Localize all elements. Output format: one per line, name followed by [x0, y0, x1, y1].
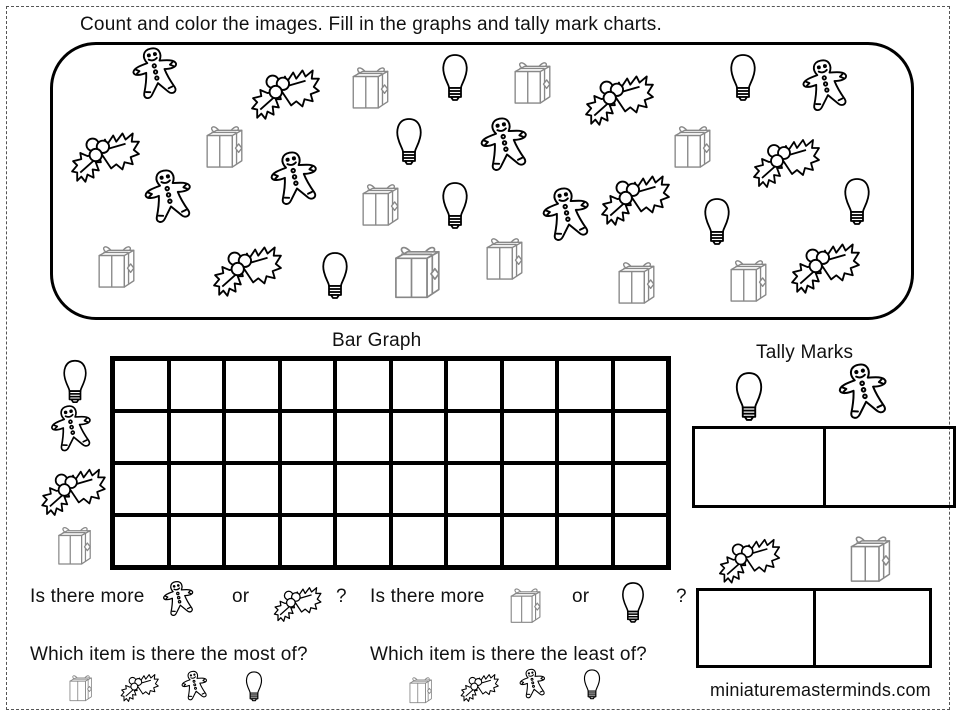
question-2-prefix: Is there more: [370, 586, 485, 607]
gift-icon: [728, 254, 770, 304]
bar-graph-cell[interactable]: [280, 515, 336, 567]
question-1-holly-icon: [272, 582, 324, 622]
bar-graph-cell[interactable]: [446, 411, 502, 463]
bar-graph-cell[interactable]: [113, 463, 169, 515]
tally-cell-bulb[interactable]: [695, 429, 823, 505]
most-option-bulb-icon[interactable]: [244, 670, 264, 702]
question-2-mark: ?: [676, 586, 687, 607]
bar-graph-cell[interactable]: [557, 463, 613, 515]
bar-graph-row-gift-icon: [56, 522, 94, 566]
holly-icon: [584, 68, 656, 126]
footer-website: miniaturemasterminds.com: [710, 680, 931, 700]
bar-graph-title: Bar Graph: [332, 330, 422, 351]
least-option-gingerbread-icon[interactable]: [518, 668, 548, 700]
tally-bulb-icon: [732, 370, 766, 422]
bar-graph-cell[interactable]: [280, 359, 336, 411]
tally-holly-icon: [718, 532, 782, 584]
bar-graph-cell[interactable]: [280, 411, 336, 463]
least-option-bulb-icon[interactable]: [582, 668, 602, 700]
gift-icon: [616, 256, 658, 306]
tally-cell-gingerbread[interactable]: [823, 429, 954, 505]
tally-gift-icon: [848, 530, 894, 584]
question-1-prefix: Is there more: [30, 586, 145, 607]
bar-graph-cell[interactable]: [613, 515, 669, 567]
bar-graph-cell[interactable]: [557, 359, 613, 411]
bar-graph-cell[interactable]: [613, 411, 669, 463]
gift-icon: [360, 178, 402, 228]
question-2-or: or: [572, 586, 590, 607]
most-option-holly-icon[interactable]: [120, 670, 160, 702]
least-option-holly-icon[interactable]: [460, 670, 500, 702]
bar-graph-cell[interactable]: [613, 359, 669, 411]
bar-graph-cell[interactable]: [335, 359, 391, 411]
bulb-icon: [440, 52, 470, 102]
most-option-gingerbread-icon[interactable]: [180, 670, 210, 702]
bulb-icon: [440, 180, 470, 230]
bar-graph-cell[interactable]: [224, 463, 280, 515]
bar-graph-cell[interactable]: [446, 515, 502, 567]
bar-graph-cell[interactable]: [502, 463, 558, 515]
bar-graph-cell[interactable]: [224, 359, 280, 411]
tally-box-bottom: [696, 588, 932, 668]
bar-graph-cell[interactable]: [502, 359, 558, 411]
bar-graph-cell[interactable]: [113, 359, 169, 411]
bar-graph-cell[interactable]: [113, 411, 169, 463]
gift-icon: [512, 56, 554, 106]
bar-graph-cell[interactable]: [557, 411, 613, 463]
bar-graph-row-gingerbread-icon: [46, 404, 98, 454]
bar-graph-cell[interactable]: [169, 411, 225, 463]
tally-box-top: [692, 426, 956, 508]
gingerbread-icon: [130, 46, 182, 102]
holly-icon: [600, 168, 672, 226]
bar-graph-cell[interactable]: [446, 359, 502, 411]
gingerbread-icon: [142, 168, 196, 226]
bar-graph-cell[interactable]: [502, 411, 558, 463]
bulb-icon: [728, 52, 758, 102]
bar-graph-cell[interactable]: [391, 359, 447, 411]
gift-icon: [392, 240, 444, 300]
most-option-gift-icon[interactable]: [68, 672, 94, 702]
gift-icon: [484, 232, 526, 282]
bar-graph-cell[interactable]: [391, 515, 447, 567]
gingerbread-icon: [478, 116, 532, 174]
bar-graph-cell[interactable]: [224, 411, 280, 463]
bar-graph-cell[interactable]: [113, 515, 169, 567]
bulb-icon: [702, 196, 732, 246]
bar-graph-cell[interactable]: [557, 515, 613, 567]
holly-icon: [790, 236, 862, 294]
gingerbread-icon: [540, 186, 594, 244]
gift-icon: [672, 120, 714, 170]
least-option-gift-icon[interactable]: [408, 674, 434, 704]
holly-icon: [752, 132, 822, 188]
bar-graph-cell[interactable]: [502, 515, 558, 567]
tally-gingerbread-icon: [836, 362, 892, 422]
bar-graph-cell[interactable]: [169, 463, 225, 515]
gingerbread-icon: [800, 58, 852, 114]
gift-icon: [350, 62, 392, 110]
bar-graph-cell[interactable]: [335, 515, 391, 567]
tally-marks-title: Tally Marks: [756, 342, 854, 363]
bar-graph-cell[interactable]: [613, 463, 669, 515]
holly-icon: [70, 124, 142, 184]
bulb-icon: [842, 176, 872, 226]
question-1-gingerbread-icon: [160, 580, 198, 618]
bar-graph-cell[interactable]: [224, 515, 280, 567]
bar-graph-cell[interactable]: [169, 515, 225, 567]
bar-graph-cell[interactable]: [391, 411, 447, 463]
bulb-icon: [394, 116, 424, 166]
question-1-or: or: [232, 586, 250, 607]
question-most: Which item is there the most of?: [30, 644, 308, 665]
holly-icon: [212, 238, 284, 298]
bar-graph-cell[interactable]: [169, 359, 225, 411]
question-least: Which item is there the least of?: [370, 644, 647, 665]
bar-graph-cell[interactable]: [280, 463, 336, 515]
gift-icon: [96, 240, 138, 290]
question-2-bulb-icon: [620, 580, 646, 624]
holly-icon: [250, 62, 322, 120]
bulb-icon: [320, 250, 350, 300]
question-2-gift-icon: [508, 584, 544, 624]
bar-graph-row-bulb-icon: [60, 358, 90, 404]
bar-graph-cell[interactable]: [335, 411, 391, 463]
tally-cell-gift[interactable]: [813, 591, 930, 665]
tally-cell-holly[interactable]: [699, 591, 813, 665]
bar-graph-grid: [110, 356, 671, 570]
bar-graph-cell[interactable]: [391, 463, 447, 515]
bar-graph-cell[interactable]: [446, 463, 502, 515]
bar-graph-row-holly-icon: [40, 462, 108, 516]
instructions-text: Count and color the images. Fill in the graphs and tally mark charts.: [80, 14, 662, 35]
bar-graph-cell[interactable]: [335, 463, 391, 515]
question-1-mark: ?: [336, 586, 347, 607]
gingerbread-icon: [268, 150, 322, 208]
gift-icon: [204, 120, 246, 170]
